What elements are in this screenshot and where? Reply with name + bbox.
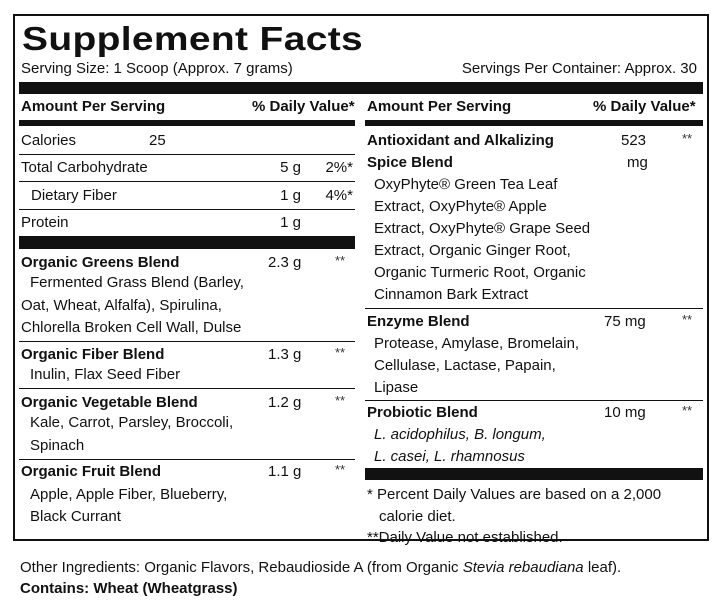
servings-per-container: Servings Per Container: Approx. 30 xyxy=(461,60,697,77)
footnote-dv-not-established: **Daily Value not established. xyxy=(367,529,563,546)
protein-amount: 1 g xyxy=(280,214,301,231)
probiotic-blend-name: Probiotic Blend xyxy=(367,404,478,421)
antioxidant-blend-ingredients-6: Cinnamon Bark Extract xyxy=(374,286,529,303)
other-ingredients-italic: Stevia rebaudiana xyxy=(462,559,584,576)
allergen-contains: Contains: Wheat (Wheatgrass) xyxy=(20,580,238,597)
carb-dv: 2%* xyxy=(325,159,353,176)
vegetable-blend-dv: ** xyxy=(335,393,346,408)
calories-label: Calories xyxy=(21,132,77,149)
divider xyxy=(19,181,355,182)
divider xyxy=(19,388,355,389)
left-mid-thick-bar xyxy=(19,236,355,249)
antioxidant-blend-name-1: Antioxidant and Alkalizing xyxy=(367,132,554,149)
fruit-blend-dv: ** xyxy=(335,462,346,477)
antioxidant-blend-ingredients-3: Extract, OxyPhyte® Grape Seed xyxy=(374,220,591,237)
carb-amount: 5 g xyxy=(280,159,301,176)
right-amount-header: Amount Per Serving xyxy=(367,98,512,115)
carb-label: Total Carbohydrate xyxy=(21,159,148,176)
divider xyxy=(19,209,355,210)
fiber-dv: 4%* xyxy=(325,187,353,204)
panel-title: Supplement Facts xyxy=(22,20,364,57)
serving-size: Serving Size: 1 Scoop (Approx. 7 grams) xyxy=(21,60,293,77)
enzyme-blend-ingredients-1: Protease, Amylase, Bromelain, xyxy=(374,335,580,352)
vegetable-blend-amount: 1.2 g xyxy=(268,394,302,411)
fiber-amount: 1 g xyxy=(280,187,301,204)
fiber-blend-dv: ** xyxy=(335,345,346,360)
antioxidant-blend-ingredients-4: Extract, Organic Ginger Root, xyxy=(374,242,571,259)
footnote-percent-dv-2: calorie diet. xyxy=(379,508,456,525)
supplement-facts-panel xyxy=(13,14,709,546)
divider xyxy=(365,400,703,401)
fiber-blend-ingredients: Inulin, Flax Seed Fiber xyxy=(30,366,181,383)
right-bottom-thick-bar xyxy=(365,468,703,480)
antioxidant-blend-ingredients-2: Extract, OxyPhyte® Apple xyxy=(374,198,547,215)
vegetable-blend-name: Organic Vegetable Blend xyxy=(21,394,198,411)
fruit-blend-name: Organic Fruit Blend xyxy=(21,463,162,480)
right-header-bar xyxy=(365,120,703,126)
enzyme-blend-ingredients-3: Lipase xyxy=(374,379,419,396)
probiotic-blend-dv: ** xyxy=(682,403,693,418)
antioxidant-blend-dv: ** xyxy=(682,131,693,146)
probiotic-blend-amount: 10 mg xyxy=(604,404,646,421)
divider xyxy=(19,459,355,460)
antioxidant-blend-amount: 523 xyxy=(621,132,647,149)
divider xyxy=(19,154,355,155)
divider xyxy=(19,341,355,342)
other-ingredients-text: Other Ingredients: Organic Flavors, Rebaudioside A (from Organic xyxy=(20,559,463,576)
vegetable-blend-ingredients-1: Kale, Carrot, Parsley, Broccoli, xyxy=(30,414,234,431)
antioxidant-blend-unit: mg xyxy=(627,154,648,171)
enzyme-blend-amount: 75 mg xyxy=(604,313,646,330)
other-ingredients xyxy=(20,559,621,577)
fruit-blend-ingredients-1: Apple, Apple Fiber, Blueberry, xyxy=(30,486,228,503)
probiotic-blend-ingredients-1: L. acidophilus, B. longum, xyxy=(374,426,546,443)
fiber-label: Dietary Fiber xyxy=(31,187,117,204)
greens-blend-ingredients-1: Fermented Grass Blend (Barley, xyxy=(30,274,244,291)
fruit-blend-ingredients-2: Black Currant xyxy=(30,508,121,525)
greens-blend-dv: ** xyxy=(335,253,346,268)
vegetable-blend-ingredients-2: Spinach xyxy=(30,437,85,454)
other-ingredients-suffix: leaf). xyxy=(583,559,622,576)
greens-blend-ingredients-2: Oat, Wheat, Alfalfa), Spirulina, xyxy=(21,297,222,314)
enzyme-blend-ingredients-2: Cellulase, Lactase, Papain, xyxy=(374,357,556,374)
right-dv-header: % Daily Value* xyxy=(593,98,696,115)
fruit-blend-amount: 1.1 g xyxy=(268,463,302,480)
greens-blend-ingredients-3: Chlorella Broken Cell Wall, Dulse xyxy=(21,319,242,336)
fiber-blend-amount: 1.3 g xyxy=(268,346,302,363)
top-thick-bar xyxy=(19,82,703,94)
divider xyxy=(365,308,703,309)
enzyme-blend-name: Enzyme Blend xyxy=(367,313,470,330)
left-amount-header: Amount Per Serving xyxy=(21,98,166,115)
greens-blend-amount: 2.3 g xyxy=(268,254,302,271)
antioxidant-blend-ingredients-5: Organic Turmeric Root, Organic xyxy=(374,264,586,281)
antioxidant-blend-ingredients-1: OxyPhyte® Green Tea Leaf xyxy=(374,176,558,193)
probiotic-blend-ingredients-2: L. casei, L. rhamnosus xyxy=(374,448,525,465)
calories-value: 25 xyxy=(149,132,166,149)
left-dv-header: % Daily Value* xyxy=(252,98,355,115)
antioxidant-blend-name-2: Spice Blend xyxy=(367,154,453,171)
left-header-bar xyxy=(19,120,355,126)
protein-label: Protein xyxy=(21,214,69,231)
greens-blend-name: Organic Greens Blend xyxy=(21,254,180,271)
enzyme-blend-dv: ** xyxy=(682,312,693,327)
column-gap xyxy=(355,120,365,126)
fiber-blend-name: Organic Fiber Blend xyxy=(21,346,165,363)
footnote-percent-dv-1: * Percent Daily Values are based on a 2,000 xyxy=(367,486,662,503)
